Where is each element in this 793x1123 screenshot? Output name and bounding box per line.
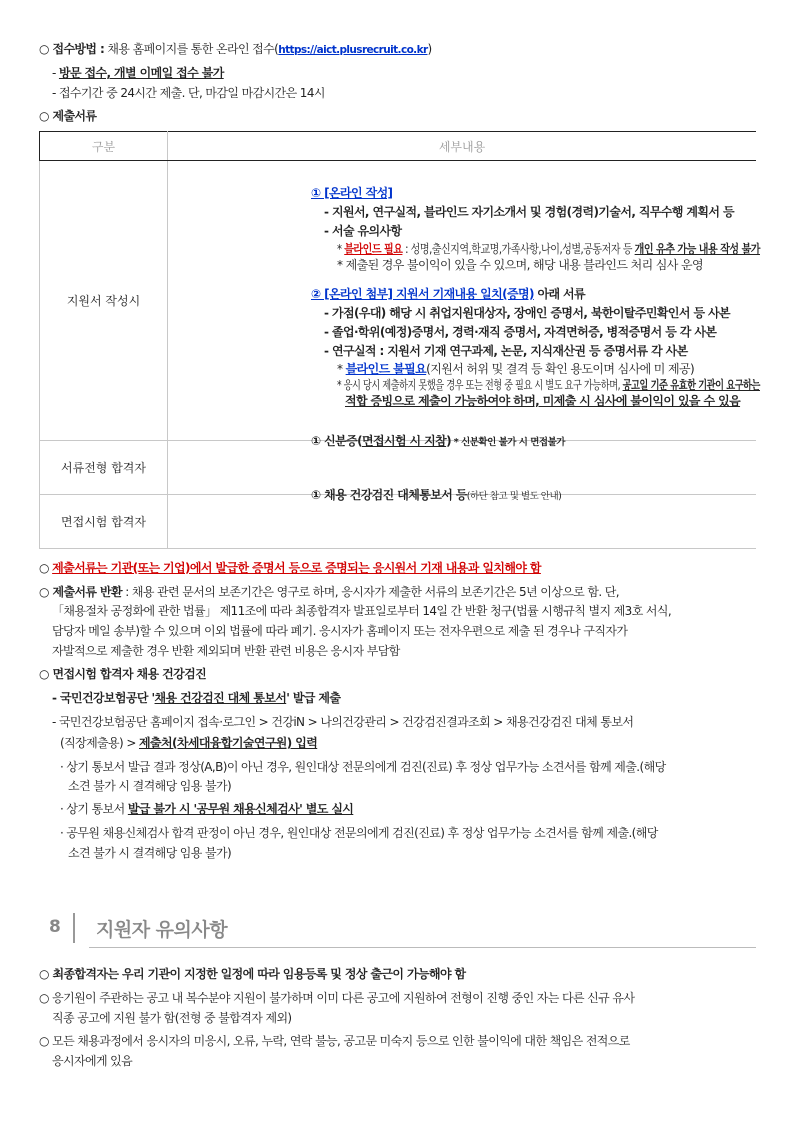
online-attach-label: ② [온라인 첨부] 지원서 기재내용 일치(증명) xyxy=(311,287,534,301)
blind-required-note xyxy=(337,241,760,257)
blind-not-required-note xyxy=(337,361,694,377)
blind-not-required-label: 블라인드 불필요 xyxy=(345,362,427,376)
no-visit-line xyxy=(52,65,224,81)
application-method-text: 채용 홈페이지를 통한 온라인 접수( xyxy=(104,42,279,56)
application-method-close: ) xyxy=(427,42,432,56)
note-responsibility-1: ○ 모든 채용과정에서 응시자의 미응시, 오류, 누락, 연락 불능, 공고문 미숙지 등으로 인한 불이익에 대한 책임은 전적으로 xyxy=(39,1034,630,1048)
row-label-interview-pass: 면접시험 합격자 xyxy=(40,495,168,549)
application-method-label: ○ 접수방법 : xyxy=(39,42,105,56)
writing-notes-item: - 서술 유의사항 xyxy=(324,224,402,238)
header-details: 세부내용 xyxy=(168,132,757,161)
return-policy-label: ○ 제출서류 반환 xyxy=(39,585,122,599)
return-policy-line-2: 「채용절차 공정화에 관한 법률」 제11조에 따라 최종합격자 발표일로부터 14일 간 반환 청구(법률 시행규칙 별지 제3호 서식, xyxy=(52,604,672,618)
deadline-line: - 접수기간 중 24시간 제출. 단, 마감일 마감시간은 14시 xyxy=(52,86,325,100)
row-label-document-pass: 서류전형 합격자 xyxy=(40,441,168,495)
match-requirement-line xyxy=(39,560,541,576)
health-check-text: ① 채용 건강검진 대체통보서 등 xyxy=(311,488,467,502)
id-card-close: ) xyxy=(446,434,451,448)
note-multi-apply-1: ○ 응기원이 주관하는 공고 내 복수분야 지원이 불가하며 이미 다른 공고에 지원하여 전형이 진행 중인 자는 다른 신규 유사 xyxy=(39,991,635,1005)
health-abnormal-line-1: · 상기 통보서 발급 결과 정상(A,B)이 아닌 경우, 원인대상 전문의에게 검진(진료) 후 정상 업무가능 소견서를 함께 제출.(해당 xyxy=(60,760,666,774)
return-policy-line-4: 자발적으로 제출한 경우 반환 제외되며 반환 관련 비용은 응시자 부담함 xyxy=(52,644,400,658)
additional-request-bold: 공고일 기준 유효한 기관이 요구하는 xyxy=(622,378,760,392)
no-visit-text: 방문 접수, 개별 이메일 접수 불가 xyxy=(58,66,224,80)
row-details-interview-pass xyxy=(168,488,757,549)
online-write-item: - 지원서, 연구실적, 블라인드 자기소개서 및 경험(경력)기술서, 직무수행 계획서 등 xyxy=(324,205,734,219)
documents-heading: ○ 제출서류 xyxy=(39,109,97,123)
section-number: 8 xyxy=(49,917,61,937)
section-rule xyxy=(89,947,756,948)
health-unavailable-a: · 상기 통보서 xyxy=(60,802,128,816)
health-unavailable-b: 발급 불가 시 '공무원 채용신체검사' 별도 실시 xyxy=(127,802,354,816)
blind-required-label: 블라인드 필요 xyxy=(344,242,403,256)
health-check-issue-line xyxy=(52,690,340,706)
online-attach-title xyxy=(311,286,585,302)
health-check-heading: ○ 면접시험 합격자 채용 건강검진 xyxy=(39,667,207,681)
star: * xyxy=(337,242,345,256)
note-responsibility-2: 응시자에게 있음 xyxy=(52,1054,133,1068)
return-policy-line-1 xyxy=(39,584,619,600)
table-header-row xyxy=(40,132,757,161)
health-check-item xyxy=(311,487,561,505)
bullet-circle: ○ xyxy=(39,561,53,575)
attach-item-research: - 연구실적 : 지원서 기재 연구과제, 논문, 지식재산권 등 증명서류 각 사본 xyxy=(324,344,688,358)
health-abnormal-line-2: 소견 불가 시 결격해당 임용 불가) xyxy=(68,779,232,793)
physical-exam-line-1: · 공무원 채용신체검사 합격 판정이 아닌 경우, 원인대상 전문의에게 검진(진료) 후 정상 업무가능 소견서를 함께 제출.(해당 xyxy=(60,826,658,840)
return-policy-line-3: 담당자 메일 송부)할 수 있으며 이외 법률에 따라 폐기. 응시자가 홈페이지 또는 전자우편으로 제출 된 경우나 구직자가 xyxy=(52,624,628,638)
id-card-bring: 면접시험 시 지참 xyxy=(362,434,447,448)
health-check-note: (하단 참고 및 별도 안내) xyxy=(466,491,562,502)
blind-not-required-text: (지원서 허위 및 결격 등 확인 용도이며 심사에 미 제공) xyxy=(426,362,695,376)
id-card-note: * 신분확인 불가 시 면접불가 xyxy=(451,437,565,448)
health-check-path-line-2 xyxy=(60,735,317,751)
health-check-issue-c: ' 발급 제출 xyxy=(286,691,341,705)
row-details-application xyxy=(168,161,760,441)
attach-item-certificates: - 졸업·학위(예정)증명서, 경력·재직 증명서, 자격면허증, 병적증명서 등 각 사본 xyxy=(324,325,717,339)
dash: - xyxy=(52,66,59,80)
id-card-item xyxy=(311,433,565,451)
header-category: 구분 xyxy=(40,132,168,161)
recruit-site-link[interactable]: https://aict.plusrecruit.co.kr xyxy=(278,44,428,56)
table-row xyxy=(40,495,757,549)
attach-item-preference: - 가점(우대) 해당 시 취업지원대상자, 장애인 증명서, 북한이탈주민확인서 등 사본 xyxy=(324,306,731,320)
section-title: 지원자 유의사항 xyxy=(96,919,228,941)
health-check-path-line: - 국민건강보험공단 홈페이지 접속·로그인 > 건강iN > 나의건강관리 > 건강검진결과조회 > 채용건강검진 대체 통보서 xyxy=(52,715,634,729)
online-attach-end: 아래 서류 xyxy=(533,287,585,301)
section-divider xyxy=(73,913,75,943)
id-card-text: ① 신분증( xyxy=(311,434,362,448)
application-method-line xyxy=(39,41,432,58)
star: * xyxy=(337,362,346,376)
match-requirement-text: 제출서류는 기관(또는 기업)에서 발급한 증명서 등으로 증명되는 응시원서 기재 내용과 일치해야 함 xyxy=(52,561,541,575)
row-label-application: 지원서 작성시 xyxy=(40,161,168,441)
blind-process-note: * 제출된 경우 불이익이 있을 수 있으며, 해당 내용 블라인드 처리 심사 운영 xyxy=(337,258,703,272)
health-check-path-b: 제출처(차세대융합기술연구원) 입력 xyxy=(139,736,318,750)
additional-request-cont: 적합 증빙으로 제출이 가능하여야 하며, 미제출 시 심사에 불이익이 있을 수 있음 xyxy=(345,394,741,408)
additional-request-note xyxy=(337,377,760,393)
health-check-issue-a: - 국민건강보험공단 ' xyxy=(52,691,155,705)
documents-table xyxy=(39,131,760,549)
table-row xyxy=(40,161,757,441)
note-final-pass: ○ 최종합격자는 우리 기관이 지정한 일정에 따라 임용등록 및 정상 출근이 가능해야 함 xyxy=(39,967,466,981)
health-unavailable-line xyxy=(60,801,353,817)
online-write-title: ① [온라인 작성] xyxy=(311,186,393,200)
note-multi-apply-2: 직종 공고에 지원 불가 함(전형 중 불합격자 제외) xyxy=(52,1011,292,1025)
physical-exam-line-2: 소견 불가 시 결격해당 임용 불가) xyxy=(68,846,232,860)
health-check-issue-b: 채용 건강검진 대체 통보서 xyxy=(154,691,287,705)
return-policy-text: : 채용 관련 문서의 보존기간은 영구로 하며, 응시자가 제출한 서류의 보존기간은 5년 이상으로 함. 단, xyxy=(121,585,620,599)
blind-required-text: : 성명,출신지역,학교명,가족사항,나이,성별,공동저자 등 xyxy=(402,242,635,256)
blind-required-warning: 개인 유추 가능 내용 작성 불가 xyxy=(634,242,760,256)
additional-request-text: * 응시 당시 제출하지 못했을 경우 또는 전형 중 필요 시 별도 요구 가능하며, xyxy=(337,378,623,392)
health-check-path-a: (직장제출용) > xyxy=(60,736,140,750)
